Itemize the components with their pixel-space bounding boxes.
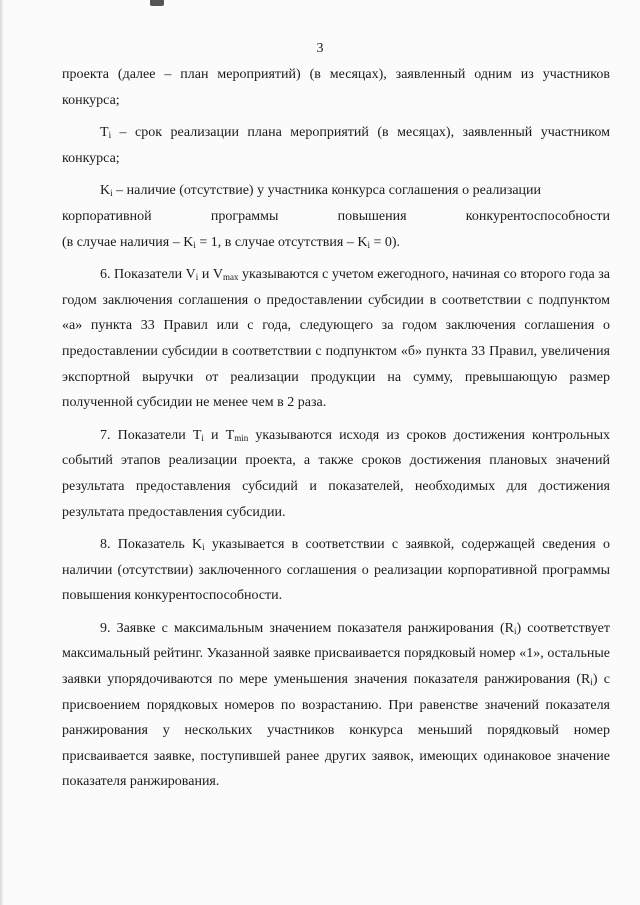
ki-line-1: $K_i$ – наличие (отсутствие) у участника конкурса соглашения о реализации: [100, 183, 542, 199]
paragraph-8: 8. Показатель $K_i$ указывается в соответствии с заявкой, содержащей сведения о наличии (отсутствии) заключенного соглашения о реализации корпоративной программы повышения конкурентоспособности.: [62, 537, 610, 604]
paragraph-9: 9. Заявке с максимальным значением показателя ранжирования $(R_i)$ соответствует максимальный рейтинг. Указанной заявке присваивается порядковый номер «1», остальные заявки упорядочиваются по мере уменьшения значения показателя ранжирования $(R_i)$ с присвоением порядковых номеров по возрастанию. При равенстве значений показателя ранжирования у нескольких участников конкурса меньший порядковый номер присваивается заявке, поступившей ранее других заявок, имеющих одинаковое значение показателя ранжирования.: [62, 620, 611, 790]
ki-line-3: (в случае наличия – $K_i = 1$, в случае отсутствия – $K_i = 0$).: [62, 234, 401, 250]
paragraph-6: 6. Показатели $V_i$ и $V_{max}$ указываются с учетом ежегодного, начиная со второго года за годом заключения соглашения о предоставлении субсидии в соответствии с подпунктом «а» пункта 33 Правил или с года, следующего за годом заключения соглашения о предоставлении субсидии в соответствии с подпунктом «б» пункта 33 Правил, увеличения экспортной выручки от реализации продукции на сумму, превышающую размер полученной субсидии не менее чем в 2 раза.: [62, 267, 610, 411]
paragraph-continuation: проекта (далее – план мероприятий) (в месяцах), заявленный одним из участников конкурса;: [62, 67, 610, 108]
ki-line-2: корпоративной программы повышения конкурентоспособности: [62, 208, 610, 224]
paragraph-ki-definition: [62, 178, 610, 255]
binding-mark: [150, 0, 164, 6]
page-number: 3: [316, 41, 324, 56]
paragraph-7: 7. Показатели $T_i$ и $T_{min}$ указываются исходя из сроков достижения контрольных событий этапов реализации проекта, а также сроков достижения плановых значений результата предоставления субсидий и показателей, необходимых для достижения результата предоставления субсидии.: [62, 427, 611, 520]
scan-edge: [0, 0, 4, 905]
document-body: [62, 62, 610, 795]
paragraph-ti-definition: $T_i$ – срок реализации плана мероприятий (в месяцах), заявленный участником конкурса;: [62, 125, 610, 166]
